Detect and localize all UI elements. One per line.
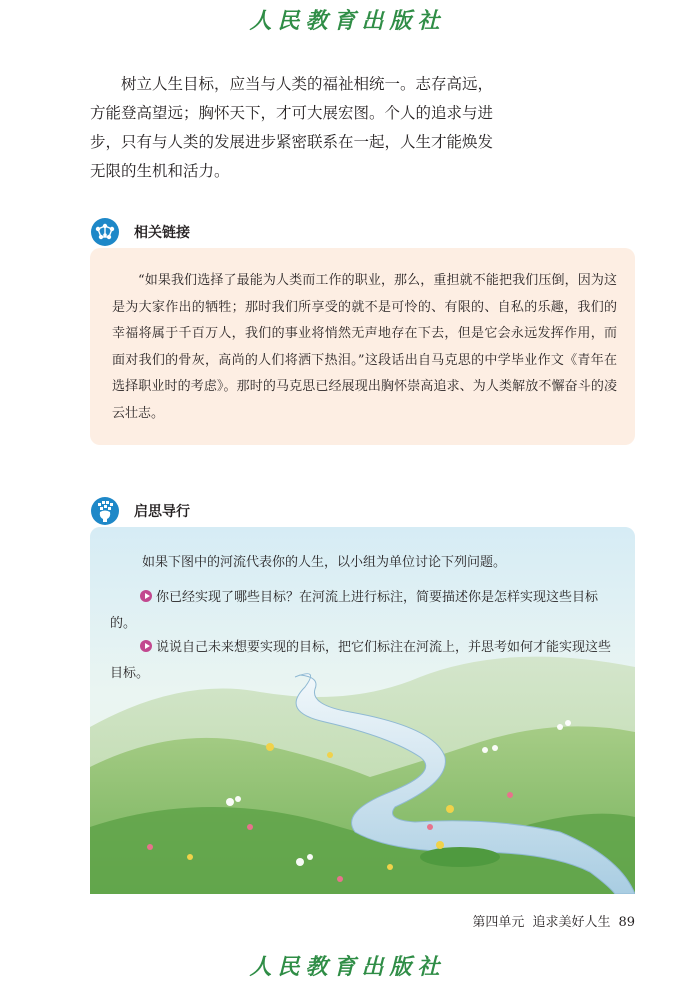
related-link-header [90,216,190,248]
river-valley-illustration [90,527,635,894]
guide-title: 启思导行 [134,504,190,520]
page-number: 89 [618,915,635,930]
play-bullet-icon [140,590,152,602]
related-link-title: 相关链接 [134,225,190,241]
play-bullet-icon [140,640,152,652]
publisher-logo-bottom: 人民教育出版社 [249,954,446,980]
guide-question-1: 你已经实现了哪些目标？在河流上进行标注，简要描述你是怎样实现这些目标的。 [110,590,599,631]
main-paragraph: 树立人生目标，应当与人类的福祉相统一。志存高远，方能登高望远；胸怀天下，才可大展宏图。个人的追求与进步，只有与人类的发展进步紧密联系在一起，人生才能焕发无限的生机和活力。 [90,75,494,180]
footer-chapter: 追求美好人生 [532,915,611,930]
footer-unit: 第四单元 [472,915,525,930]
network-nodes-icon [90,217,120,247]
guide-intro: 如果下图中的河流代表你的人生，以小组为单位讨论下列问题。 [142,555,507,570]
guide-box [90,527,635,894]
page-footer [464,911,635,930]
publisher-logo-top: 人民教育出版社 [249,8,446,34]
lightbulb-icon [90,496,120,526]
related-link-text: “如果我们选择了最能为人类而工作的职业，那么，重担就不能把我们压倒，因为这是为大家作出的牺牲；那时我们所享受的就不是可怜的、有限的、自私的乐趣，我们的幸福将属于千百万人，我们的事业将悄然无声地存在下去，但是它会永远发挥作用，而面对我们的骨灰，高尚的人们将洒下热泪。”这段话出自马克思的中学毕业作文《青年在选择职业时的考虑》。那时的马克思已经展现出胸怀崇高追求、为人类解放不懈奋斗的凌云壮志。 [112,273,617,421]
guide-question-2: 说说自己未来想要实现的目标，把它们标注在河流上，并思考如何才能实现这些目标。 [110,640,612,681]
guide-header [90,495,190,527]
related-link-box [90,248,635,445]
